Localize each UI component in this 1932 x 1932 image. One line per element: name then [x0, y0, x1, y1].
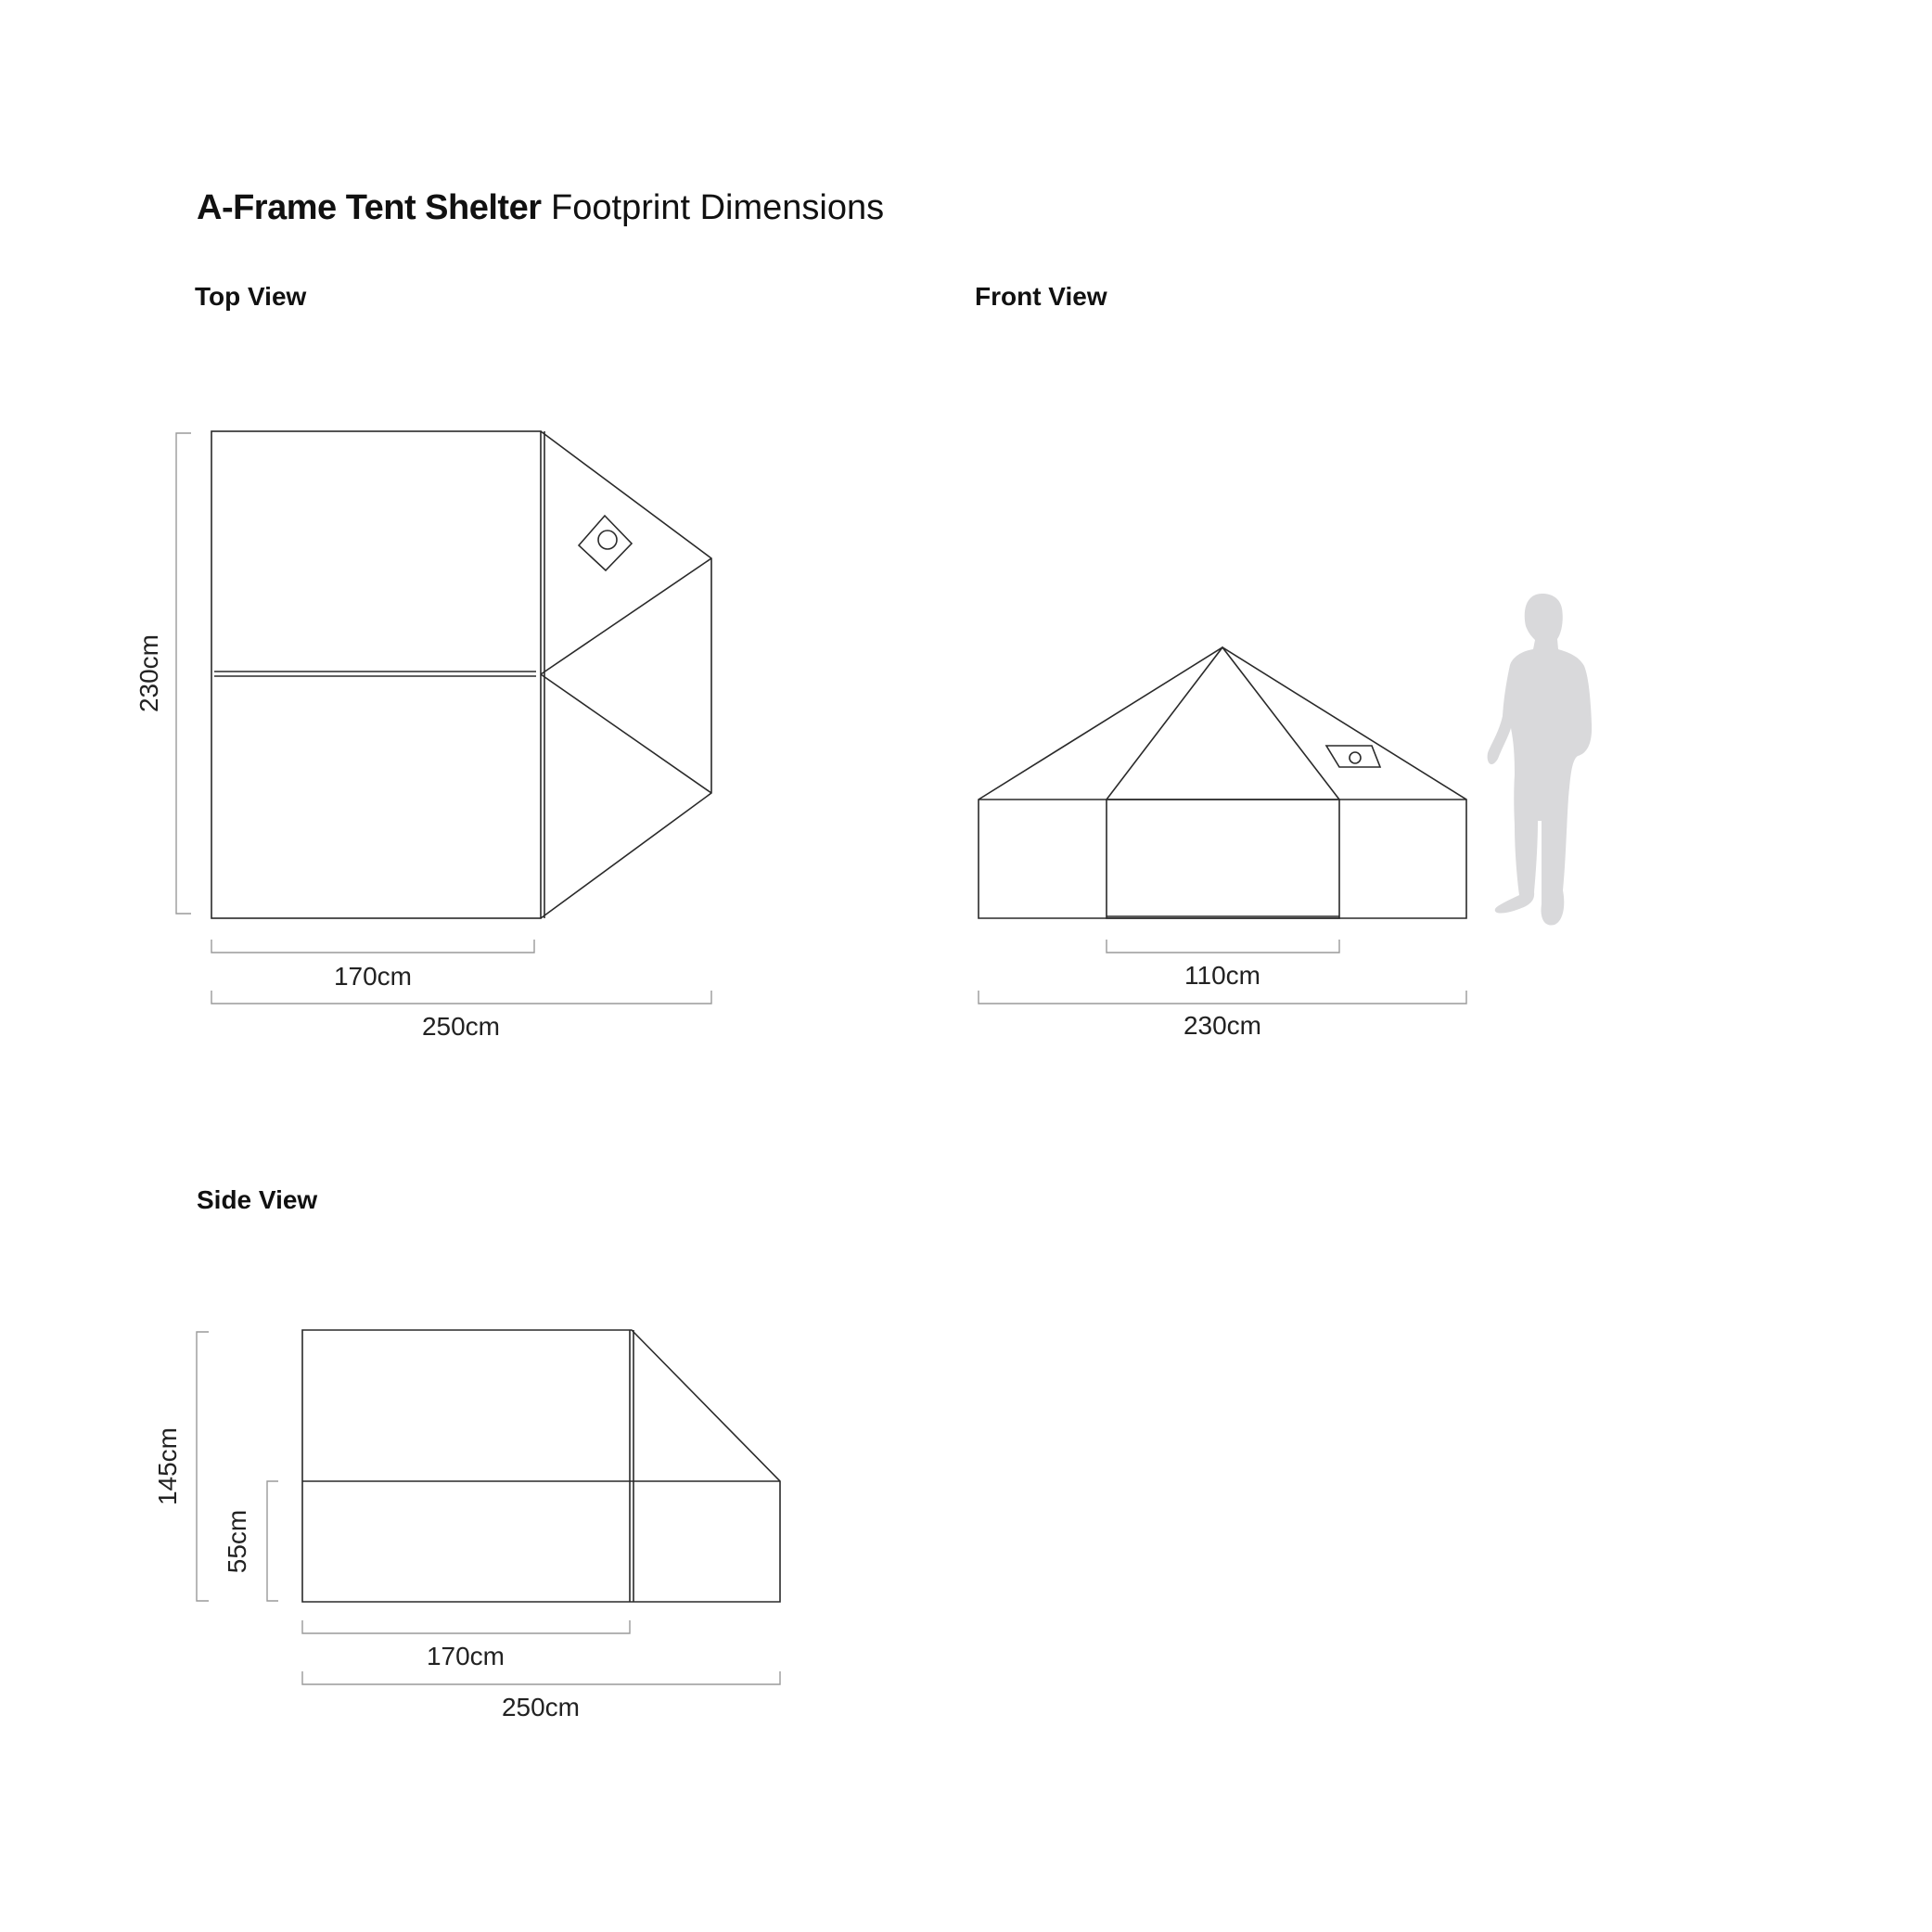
top-view-stove-jack-hole: [598, 531, 617, 549]
top-view-floor: [211, 431, 541, 918]
front-view-door-panel: [1107, 647, 1339, 800]
top-view-height-dim: [176, 433, 191, 914]
top-view-inner-width-dim: [211, 940, 534, 953]
side-view-inner-width-dim: [302, 1620, 630, 1633]
top-view-inner-width-label: 170cm: [333, 962, 413, 991]
top-view-total-width-label: 250cm: [421, 1012, 501, 1041]
title-product: A-Frame Tent Shelter: [197, 188, 542, 227]
side-view-total-width-label: 250cm: [501, 1693, 581, 1721]
top-view-height-label: 230cm: [134, 633, 163, 713]
side-view-height-dim: [197, 1332, 209, 1601]
top-view-drawing: [134, 431, 711, 1041]
title-subtitle: Footprint Dimensions: [551, 188, 885, 227]
top-view-vestibule: [541, 431, 711, 918]
side-view-label: Side View: [197, 1185, 318, 1214]
front-view-stove-jack: [1326, 746, 1380, 767]
side-view-wall-height-label: 55cm: [223, 1509, 251, 1574]
top-view-vestibule-fold-lower: [541, 674, 711, 793]
side-view-total-width-dim: [302, 1671, 780, 1684]
top-view-label: Top View: [195, 282, 307, 311]
front-view-drawing: [979, 594, 1592, 1040]
top-view-vestibule-fold-upper: [541, 558, 711, 674]
front-view-door: [1107, 800, 1339, 918]
side-view-wall-height-dim: [267, 1481, 278, 1601]
front-view-door-width-label: 110cm: [1184, 961, 1260, 990]
side-view-height-label: 145cm: [153, 1427, 182, 1506]
person-silhouette-icon: [1488, 594, 1593, 925]
front-view-door-width-dim: [1107, 940, 1339, 953]
front-view-total-width-label: 230cm: [1183, 1011, 1262, 1040]
front-view-stove-jack-hole: [1350, 752, 1361, 763]
front-view-label: Front View: [975, 282, 1107, 311]
side-view-drawing: [153, 1330, 780, 1721]
side-view-outline: [302, 1330, 780, 1602]
front-view-outline: [979, 647, 1466, 918]
side-view-inner-width-label: 170cm: [426, 1642, 505, 1670]
front-view-total-width-dim: [979, 991, 1466, 1004]
top-view-total-width-dim: [211, 991, 711, 1004]
top-view-stove-jack: [579, 516, 632, 570]
